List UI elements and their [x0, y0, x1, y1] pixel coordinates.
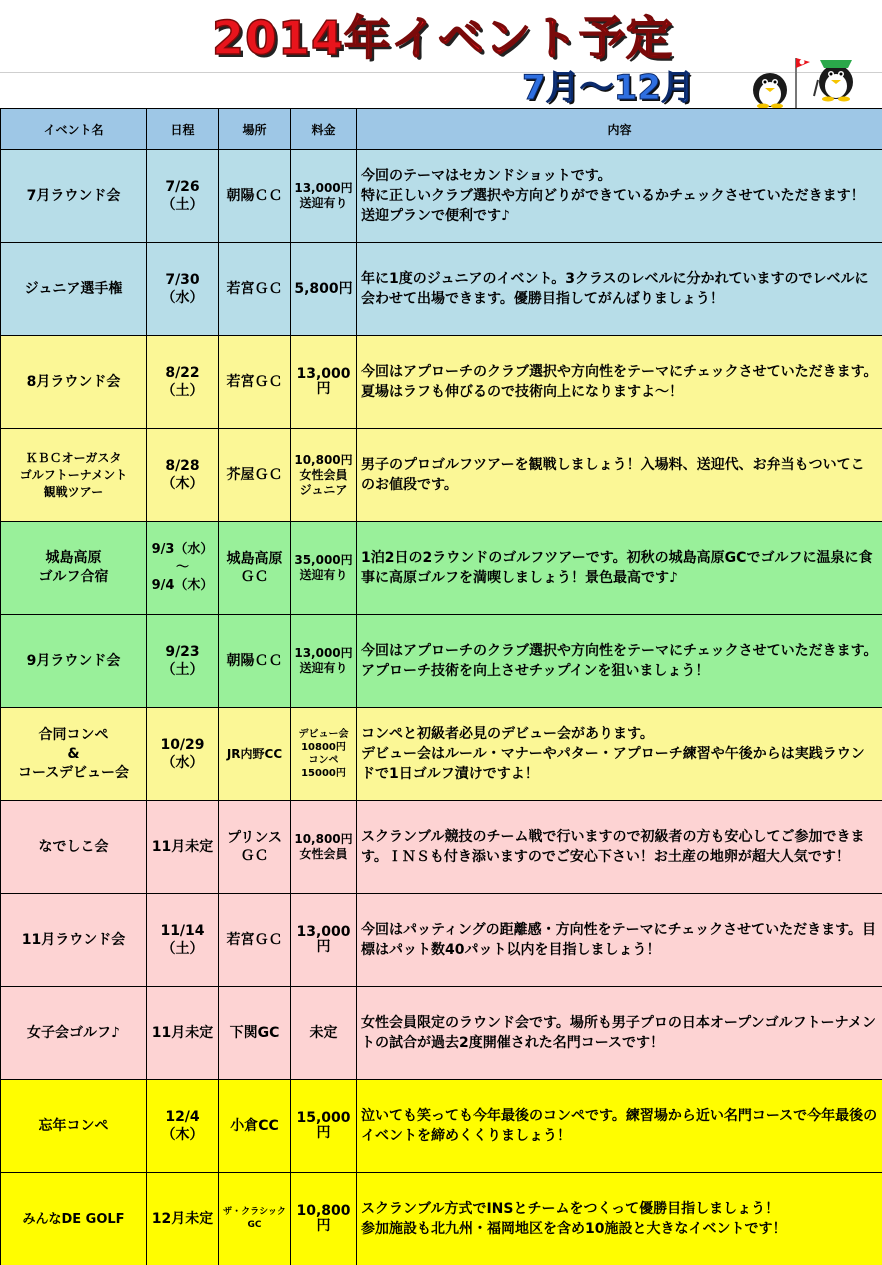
- column-header-date: 日程: [147, 109, 219, 150]
- content-cell: 今回のテーマはセカンドショットです。 特に正しいクラブ選択や方向どりができているかチェックさせていただきます！送迎プランで便利です♪: [357, 150, 882, 243]
- content-cell: 泣いても笑っても今年最後のコンペです。練習場から近い名門コースで今年最後のイベントを締めくくりましょう！: [357, 1080, 882, 1173]
- content-cell: 今回はアプローチのクラブ選択や方向性をテーマにチェックさせていただきます。夏場はラフも伸びるので技術向上になりますよ～！: [357, 336, 882, 429]
- date-cell: 8/22 （土）: [147, 336, 219, 429]
- place-cell: ザ・クラシック GC: [219, 1173, 291, 1265]
- table-row: [1, 801, 882, 894]
- column-header-content: 内容: [357, 109, 882, 150]
- event-name-cell: なでしこ会: [1, 801, 147, 894]
- place-cell: 小倉CC: [219, 1080, 291, 1173]
- table-row: [1, 1080, 882, 1173]
- event-name-cell: 11月ラウンド会: [1, 894, 147, 987]
- place-cell: 若宮ＧＣ: [219, 243, 291, 336]
- date-cell: 11月未定: [147, 801, 219, 894]
- fee-cell: 13,000円: [291, 336, 357, 429]
- event-name-cell: みんなDE GOLF: [1, 1173, 147, 1265]
- content-cell: スクランブル競技のチーム戦で行いますので初級者の方も安心してご参加できます。ＩＮＳも付き添いますのでご安心下さい！お土産の地卵が超大人気です！: [357, 801, 882, 894]
- content-cell: 今回はアプローチのクラブ選択や方向性をテーマにチェックさせていただきます。アプローチ技術を向上させチップインを狙いましょう！: [357, 615, 882, 708]
- table-row: [1, 336, 882, 429]
- date-cell: 9/3（水） ～ 9/4（木）: [147, 522, 219, 615]
- event-name-cell: ＫＢＣオーガスタ ゴルフトーナメント 観戦ツアー: [1, 429, 147, 522]
- date-cell: 12/4 （木）: [147, 1080, 219, 1173]
- place-cell: 若宮ＧＣ: [219, 336, 291, 429]
- place-cell: 下関GC: [219, 987, 291, 1080]
- event-name-cell: 合同コンペ & コースデビュー会: [1, 708, 147, 801]
- place-cell: 芥屋ＧＣ: [219, 429, 291, 522]
- table-row: [1, 243, 882, 336]
- event-name-cell: 忘年コンペ: [1, 1080, 147, 1173]
- fee-cell: 10,800円: [291, 1173, 357, 1265]
- content-cell: スクランブル方式でINSとチームをつくって優勝目指しましょう！ 参加施設も北九州・福岡地区を含め10施設と大きなイベントです！: [357, 1173, 882, 1265]
- place-cell: プリンス ＧＣ: [219, 801, 291, 894]
- date-cell: 10/29 （水）: [147, 708, 219, 801]
- table-row: [1, 1173, 882, 1265]
- place-cell: 朝陽ＣＣ: [219, 615, 291, 708]
- content-cell: 年に1度のジュニアのイベント。3クラスのレベルに分かれていますのでレベルに会わせて出場できます。優勝目指してがんばりましょう！: [357, 243, 882, 336]
- table-header-row: [1, 109, 882, 150]
- fee-cell: 5,800円: [291, 243, 357, 336]
- content-cell: 1泊2日の2ラウンドのゴルフツアーです。初秋の城島高原GCでゴルフに温泉に食事に高原ゴルフを満喫しましょう！景色最高です♪: [357, 522, 882, 615]
- date-cell: 11月未定: [147, 987, 219, 1080]
- place-cell: JR内野CC: [219, 708, 291, 801]
- event-name-cell: 城島高原 ゴルフ合宿: [1, 522, 147, 615]
- column-header-event-name: イベント名: [1, 109, 147, 150]
- table-row: [1, 708, 882, 801]
- content-cell: コンペと初級者必見のデビュー会があります。 デビュー会はルール・マナーやパター・アプローチ練習や午後からは実践ラウンドで1日ゴルフ漬けですよ！: [357, 708, 882, 801]
- fee-cell: 未定: [291, 987, 357, 1080]
- fee-cell: 10,800円 女性会員 ジュニア: [291, 429, 357, 522]
- event-name-cell: 女子会ゴルフ♪: [1, 987, 147, 1080]
- content-cell: 今回はパッティングの距離感・方向性をテーマにチェックさせていただきます。目標はパット数40パット以内を目指しましょう！: [357, 894, 882, 987]
- event-name-cell: 8月ラウンド会: [1, 336, 147, 429]
- event-name-cell: ジュニア選手権: [1, 243, 147, 336]
- table-row: [1, 429, 882, 522]
- page-title: 2014年イベント予定: [212, 11, 674, 65]
- date-cell: 7/30 （水）: [147, 243, 219, 336]
- date-cell: 9/23 （土）: [147, 615, 219, 708]
- date-cell: 11/14 （土）: [147, 894, 219, 987]
- content-cell: 女性会員限定のラウンド会です。場所も男子プロの日本オープンゴルフトーナメントの試合が過去2度開催された名門コースです！: [357, 987, 882, 1080]
- place-cell: 城島高原 ＧＣ: [219, 522, 291, 615]
- place-cell: 朝陽ＣＣ: [219, 150, 291, 243]
- table-row: [1, 150, 882, 243]
- golf-flag-icon: [796, 58, 810, 108]
- fee-cell: 13,000円: [291, 894, 357, 987]
- fee-cell: 13,000円 送迎有り: [291, 150, 357, 243]
- column-header-fee: 料金: [291, 109, 357, 150]
- date-cell: 8/28 （木）: [147, 429, 219, 522]
- table-row: [1, 987, 882, 1080]
- table-row: [1, 522, 882, 615]
- fee-cell: 10,800円 女性会員: [291, 801, 357, 894]
- page-subtitle: 7月〜12月: [522, 68, 695, 108]
- date-cell: 12月未定: [147, 1173, 219, 1265]
- header: [0, 0, 882, 108]
- event-name-cell: 9月ラウンド会: [1, 615, 147, 708]
- date-cell: 7/26 （土）: [147, 150, 219, 243]
- event-schedule-table: [0, 108, 882, 1265]
- fee-cell: 15,000円: [291, 1080, 357, 1173]
- fee-cell: デビュー会 10800円 コンペ 15000円: [291, 708, 357, 801]
- event-name-cell: 7月ラウンド会: [1, 150, 147, 243]
- table-row: [1, 894, 882, 987]
- table-row: [1, 615, 882, 708]
- content-cell: 男子のプロゴルフツアーを観戦しましょう！入場料、送迎代、お弁当もついてこのお値段です。: [357, 429, 882, 522]
- fee-cell: 13,000円 送迎有り: [291, 615, 357, 708]
- place-cell: 若宮ＧＣ: [219, 894, 291, 987]
- fee-cell: 35,000円 送迎有り: [291, 522, 357, 615]
- penguin-mascot-icon: [748, 52, 860, 108]
- column-header-place: 場所: [219, 109, 291, 150]
